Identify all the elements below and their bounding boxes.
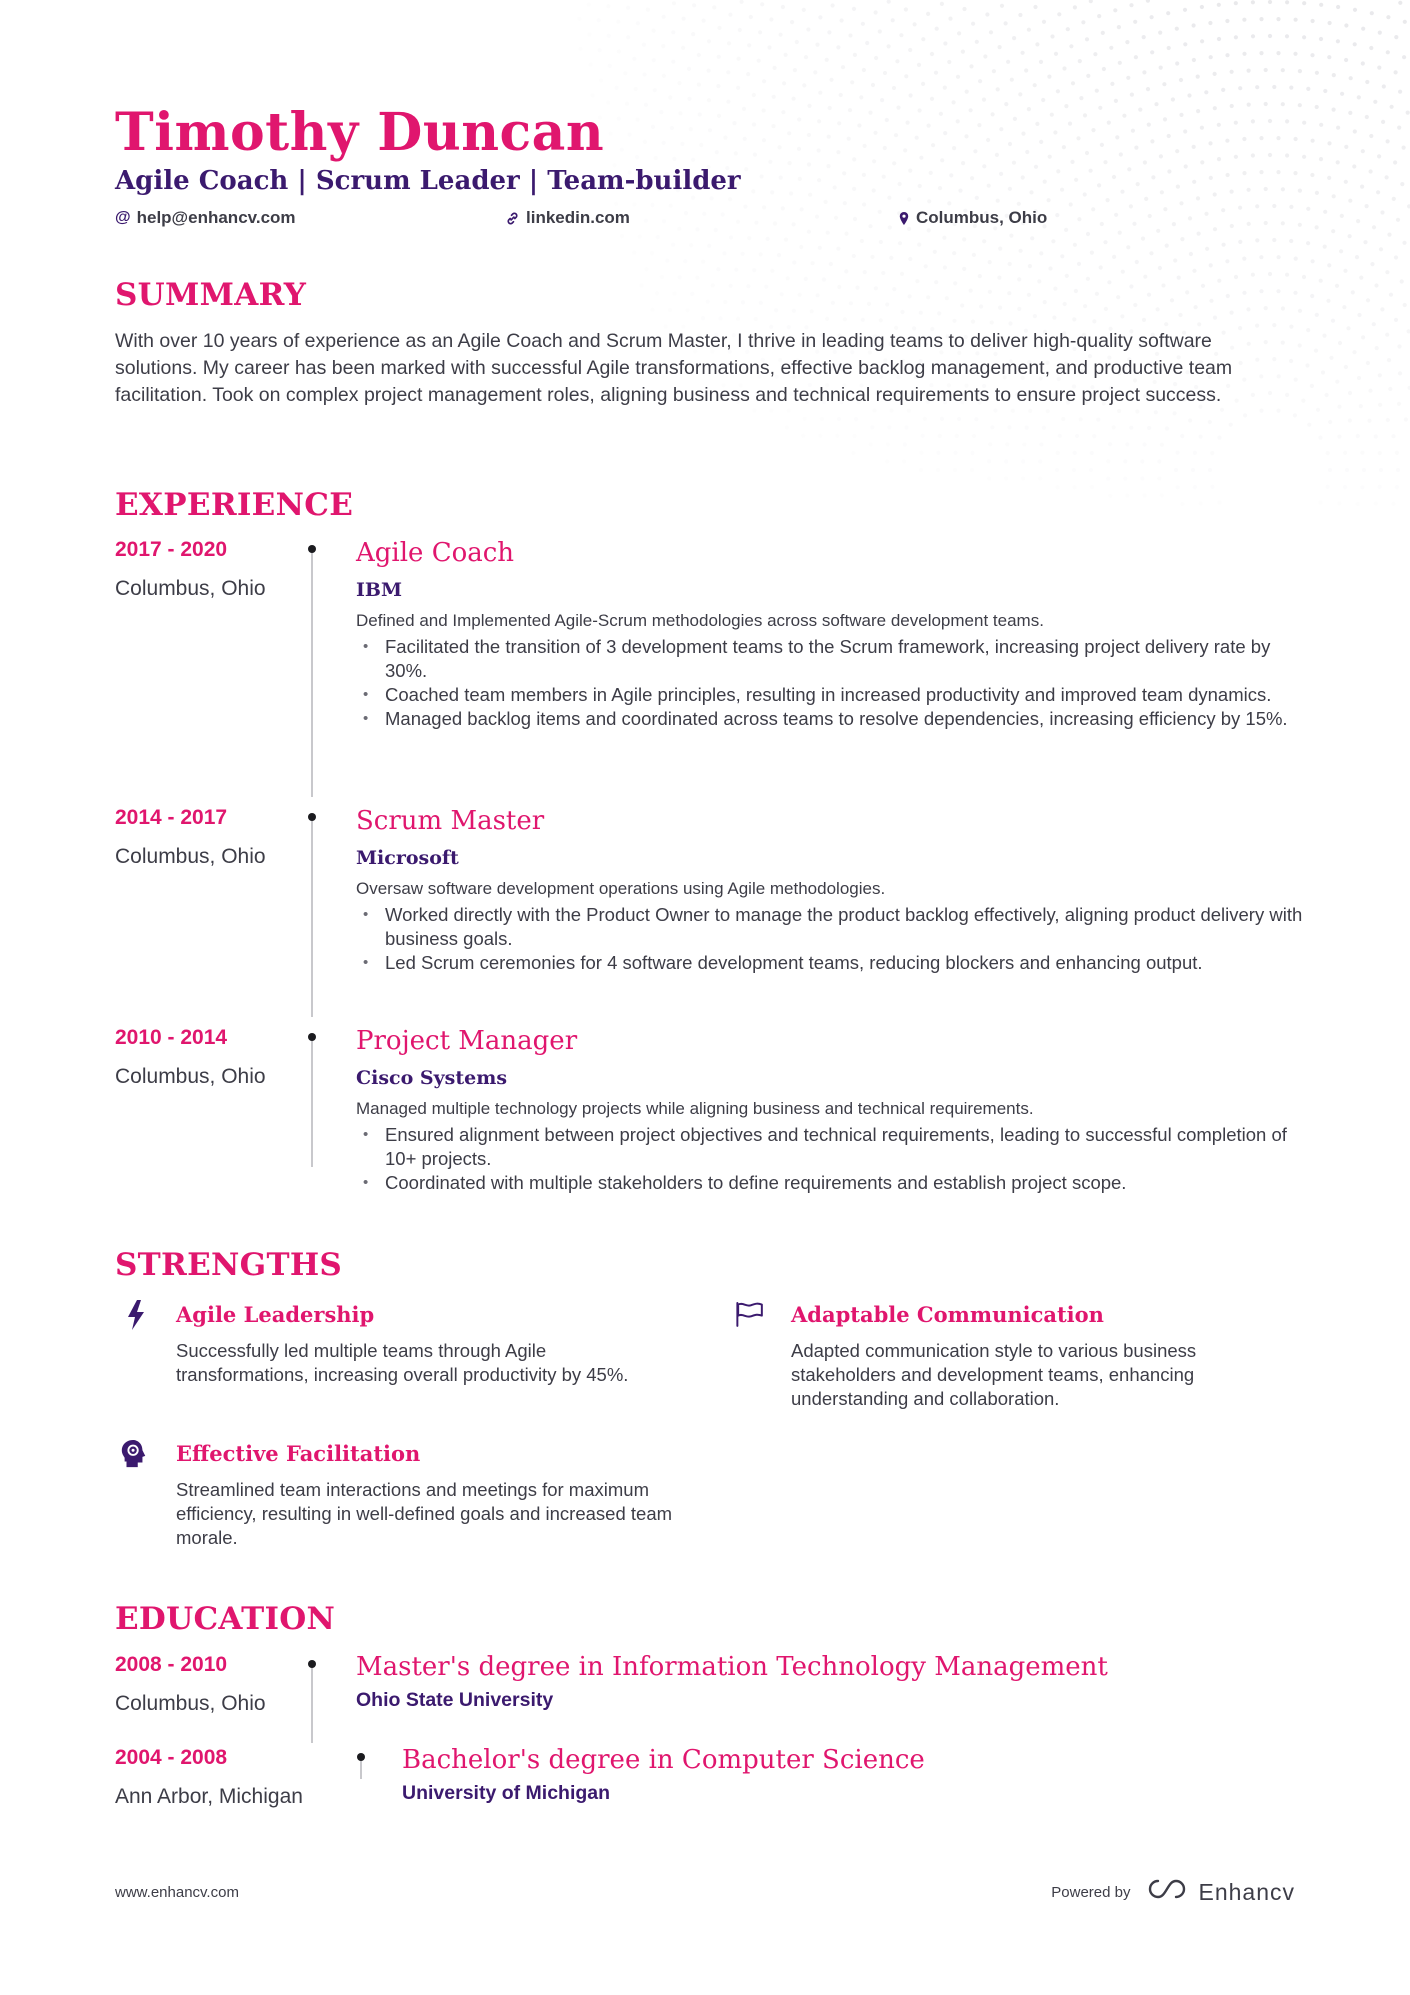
job-dates: 2010 - 2014 bbox=[115, 1026, 228, 1049]
footer-branding bbox=[1051, 1877, 1295, 1907]
at-icon: @ bbox=[115, 209, 131, 226]
lightning-bolt-icon bbox=[121, 1298, 151, 1332]
flag-icon bbox=[735, 1297, 765, 1331]
job-location: Columbus, Ohio bbox=[115, 577, 266, 600]
timeline-dot bbox=[308, 813, 316, 821]
strength-title: Agile Leadership bbox=[176, 1302, 375, 1327]
timeline-dot bbox=[308, 1033, 316, 1041]
timeline-dot bbox=[308, 545, 316, 553]
job-description: Defined and Implemented Agile-Scrum methodologies across software development teams. bbox=[356, 611, 1044, 630]
footer-website[interactable]: www.enhancv.com bbox=[115, 1884, 239, 1901]
job-bullet: • Coached team members in Agile principles, resulting in increased productivity and improved team dynamics. bbox=[356, 683, 1316, 707]
job-title: Scrum Master bbox=[356, 806, 545, 836]
education-location: Ann Arbor, Michigan bbox=[115, 1785, 303, 1808]
strength-description: Successfully led multiple teams through Agile transformations, increasing overall productivity by 45%. bbox=[176, 1340, 629, 1385]
strength-title: Effective Facilitation bbox=[176, 1441, 421, 1466]
job-bullet: • Led Scrum ceremonies for 4 software development teams, reducing blockers and enhancing output. bbox=[356, 951, 1316, 975]
job-title: Project Manager bbox=[356, 1026, 578, 1056]
enhancv-logo-icon bbox=[1144, 1877, 1190, 1907]
job-bullets bbox=[356, 903, 1316, 975]
timeline-line bbox=[311, 1667, 313, 1743]
education-location: Columbus, Ohio bbox=[115, 1692, 266, 1715]
company-name: Cisco Systems bbox=[356, 1067, 508, 1089]
job-dates: 2014 - 2017 bbox=[115, 806, 228, 829]
strength-title: Adaptable Communication bbox=[791, 1302, 1104, 1327]
education-dates: 2004 - 2008 bbox=[115, 1746, 228, 1769]
linkedin-text: linkedin.com bbox=[526, 208, 630, 227]
school-name: Ohio State University bbox=[356, 1689, 554, 1711]
degree-title: Master's degree in Information Technology Management bbox=[356, 1652, 1108, 1682]
company-name: IBM bbox=[356, 579, 402, 601]
job-bullet: • Coordinated with multiple stakeholders to define requirements and establish project scope. bbox=[356, 1171, 1316, 1195]
strength-description: Adapted communication style to various business stakeholders and development teams, enhancing understanding and collaboration. bbox=[791, 1340, 1197, 1409]
job-bullets bbox=[356, 1123, 1316, 1195]
link-icon bbox=[505, 211, 520, 226]
map-pin-icon bbox=[898, 211, 910, 226]
job-title: Agile Coach bbox=[356, 538, 515, 568]
job-bullet: • Ensured alignment between project objectives and technical requirements, leading to successful completion of 10+ projects. bbox=[356, 1123, 1316, 1171]
job-bullets bbox=[356, 635, 1316, 731]
job-dates: 2017 - 2020 bbox=[115, 538, 228, 561]
job-description: Managed multiple technology projects while aligning business and technical requirements. bbox=[356, 1099, 1034, 1118]
job-bullet: • Facilitated the transition of 3 development teams to the Scrum framework, increasing project delivery rate by 30%. bbox=[356, 635, 1316, 683]
summary-heading: SUMMARY bbox=[115, 277, 307, 313]
email-text: help@enhancv.com bbox=[136, 208, 296, 227]
job-bullet: • Worked directly with the Product Owner to manage the product backlog effectively, aligning product delivery with business goals. bbox=[356, 903, 1316, 951]
powered-by-text: Powered by bbox=[1051, 1883, 1131, 1901]
timeline-dot bbox=[308, 1660, 316, 1668]
enhancv-logo[interactable] bbox=[1144, 1877, 1295, 1907]
candidate-headline: Agile Coach | Scrum Leader | Team-builder bbox=[115, 166, 741, 196]
contact-email[interactable] bbox=[115, 208, 296, 228]
summary-text: With over 10 years of experience as an Agile Coach and Scrum Master, I thrive in leading teams to deliver high-quality software solutions. My career has been marked with successful Agile transformations, effective backlog management, and productive team facilitation. Took on complex project management roles, aligning business and technical requirements to ensure project success. bbox=[115, 330, 1233, 406]
contact-linkedin[interactable] bbox=[505, 208, 630, 228]
timeline-line bbox=[311, 817, 313, 1017]
strength-description: Streamlined team interactions and meetings for maximum efficiency, resulting in well-defined goals and increased team morale. bbox=[176, 1479, 673, 1548]
strengths-heading: STRENGTHS bbox=[115, 1247, 343, 1283]
education-dates: 2008 - 2010 bbox=[115, 1653, 228, 1676]
education-heading: EDUCATION bbox=[115, 1601, 336, 1637]
brand-name: Enhancv bbox=[1198, 1878, 1295, 1905]
school-name: University of Michigan bbox=[402, 1782, 611, 1804]
contact-location bbox=[898, 208, 1047, 228]
location-text: Columbus, Ohio bbox=[916, 208, 1048, 227]
dotted-background-pattern bbox=[510, 0, 1410, 560]
job-bullet: • Managed backlog items and coordinated across teams to resolve dependencies, increasing efficiency by 15%. bbox=[356, 707, 1316, 731]
timeline-dot bbox=[357, 1753, 365, 1761]
timeline-line bbox=[311, 1037, 313, 1167]
job-location: Columbus, Ohio bbox=[115, 1065, 266, 1088]
timeline-line bbox=[311, 549, 313, 797]
job-location: Columbus, Ohio bbox=[115, 845, 266, 868]
candidate-name: Timothy Duncan bbox=[115, 102, 605, 163]
experience-heading: EXPERIENCE bbox=[115, 487, 354, 523]
degree-title: Bachelor's degree in Computer Science bbox=[402, 1745, 925, 1775]
job-description: Oversaw software development operations using Agile methodologies. bbox=[356, 879, 886, 898]
head-brain-icon bbox=[119, 1437, 149, 1471]
company-name: Microsoft bbox=[356, 847, 459, 869]
